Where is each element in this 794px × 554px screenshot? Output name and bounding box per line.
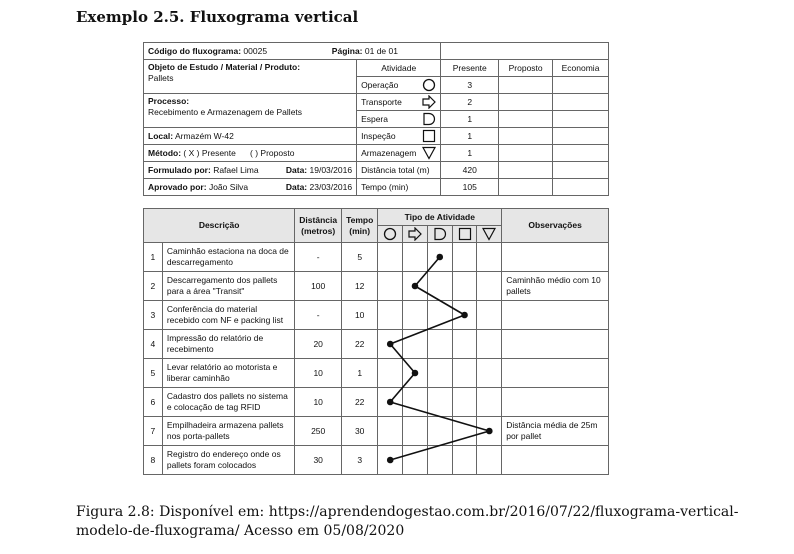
step-time: 22 — [342, 388, 378, 417]
activity-cell — [378, 301, 403, 330]
summary-label: Operação — [361, 79, 399, 90]
step-number: 6 — [144, 388, 163, 417]
triangle-icon — [481, 227, 497, 241]
summary-present: 420 — [441, 162, 499, 179]
step-distance: 10 — [295, 359, 342, 388]
code-cell — [144, 43, 441, 60]
summary-present: 1 — [441, 145, 499, 162]
step-row — [144, 388, 609, 417]
activity-cell — [378, 388, 403, 417]
process-label: Processo: — [148, 96, 190, 106]
activity-cell — [427, 417, 452, 446]
local-label: Local: — [148, 130, 174, 141]
summary-row-transport — [144, 94, 609, 111]
activity-cell — [403, 388, 428, 417]
step-description: Registro do endereço onde os pallets foram colocados — [162, 446, 294, 475]
summary-label: Tempo (min) — [357, 179, 441, 196]
step-distance: - — [295, 243, 342, 272]
step-description: Cadastro dos pallets no sistema e colocação de tag RFID — [162, 388, 294, 417]
formulated-cell — [144, 162, 357, 179]
activity-cell — [452, 388, 477, 417]
square-icon — [421, 129, 437, 143]
approved-label: Aprovado por: — [148, 181, 207, 192]
activity-cell — [378, 243, 403, 272]
step-number: 8 — [144, 446, 163, 475]
summary-label: Inspeção — [361, 130, 396, 141]
summary-label: Transporte — [361, 96, 402, 107]
activity-cell — [452, 330, 477, 359]
activity-cell — [452, 301, 477, 330]
object-value: Pallets — [148, 73, 174, 83]
method-label: Método: — [148, 147, 182, 158]
activity-cell — [427, 272, 452, 301]
activity-col-header: Atividade — [357, 60, 441, 77]
formulated-label: Formulado por: — [148, 164, 211, 175]
summary-label: Distância total (m) — [357, 162, 441, 179]
summary-row-inspection — [144, 128, 609, 145]
local-cell — [144, 128, 357, 145]
activity-cell — [427, 330, 452, 359]
step-row — [144, 446, 609, 475]
step-description: Empilhadeira armazena pallets nos porta-pallets — [162, 417, 294, 446]
step-number: 1 — [144, 243, 163, 272]
activity-cell — [477, 243, 502, 272]
activity-cell — [477, 417, 502, 446]
step-observation — [502, 388, 609, 417]
page-value: 01 de 01 — [364, 45, 398, 56]
step-time: 30 — [342, 417, 378, 446]
activity-cell — [403, 359, 428, 388]
summary-present: 1 — [441, 111, 499, 128]
step-row — [144, 301, 609, 330]
page-heading: Exemplo 2.5. Fluxograma vertical — [76, 8, 359, 26]
step-number: 2 — [144, 272, 163, 301]
step-description: Levar relatório ao motorista e liberar caminhão — [162, 359, 294, 388]
circle-icon — [421, 78, 437, 92]
step-row — [144, 243, 609, 272]
step-observation: Distância média de 25m por pallet — [502, 417, 609, 446]
delay-icon — [432, 227, 448, 241]
step-number: 5 — [144, 359, 163, 388]
description-header: Descrição — [144, 209, 295, 243]
local-value: Armazém W-42 — [174, 130, 234, 141]
step-observation — [502, 446, 609, 475]
summary-present: 1 — [441, 128, 499, 145]
method-cell — [144, 145, 357, 162]
activity-cell — [452, 272, 477, 301]
formulated-value: Rafael Lima — [213, 164, 259, 175]
activity-cell — [378, 272, 403, 301]
activity-cell — [477, 359, 502, 388]
step-observation: Caminhão médio com 10 pallets — [502, 272, 609, 301]
summary-label: Espera — [361, 113, 388, 124]
activity-cell — [427, 301, 452, 330]
step-row — [144, 359, 609, 388]
step-observation — [502, 301, 609, 330]
step-distance: 20 — [295, 330, 342, 359]
step-number: 7 — [144, 417, 163, 446]
activity-cell — [427, 388, 452, 417]
step-observation — [502, 330, 609, 359]
step-description: Descarregamento dos pallets para a área "Transit" — [162, 272, 294, 301]
step-number: 3 — [144, 301, 163, 330]
activity-cell — [477, 330, 502, 359]
approved-date: 23/03/2016 — [309, 181, 353, 192]
step-description: Caminhão estaciona na doca de descarregamento — [162, 243, 294, 272]
summary-present: 3 — [441, 77, 499, 94]
activity-type-header: Tipo de Atividade — [378, 209, 502, 226]
step-number: 4 — [144, 330, 163, 359]
step-observation — [502, 359, 609, 388]
step-time: 22 — [342, 330, 378, 359]
activity-cell — [403, 301, 428, 330]
activity-cell — [477, 272, 502, 301]
summary-label: Armazenagem — [361, 147, 417, 158]
step-time: 5 — [342, 243, 378, 272]
step-distance: 250 — [295, 417, 342, 446]
step-distance: - — [295, 301, 342, 330]
code-value: 00025 — [243, 45, 268, 56]
activity-cell — [378, 359, 403, 388]
activity-cell — [403, 417, 428, 446]
step-distance: 30 — [295, 446, 342, 475]
summary-row-time — [144, 179, 609, 196]
step-time: 3 — [342, 446, 378, 475]
proposed-col-header: Proposto — [499, 60, 553, 77]
step-row — [144, 417, 609, 446]
activity-cell — [403, 243, 428, 272]
process-cell — [144, 94, 357, 128]
activity-cell — [378, 330, 403, 359]
activity-cell — [427, 243, 452, 272]
step-time: 12 — [342, 272, 378, 301]
triangle-icon — [421, 146, 437, 160]
figure-caption: Figura 2.8: Disponível em: https://aprendendogestao.com.br/2016/07/22/fluxograma-vertical-modelo-de-fluxograma/ Acesso em 05/08/2020 — [76, 504, 739, 539]
approved-value: João Silva — [208, 181, 249, 192]
formulated-date: 19/03/2016 — [309, 164, 353, 175]
summary-present: 105 — [441, 179, 499, 196]
top-right-empty — [441, 43, 609, 60]
approved-date-label: Data: — [285, 181, 308, 192]
process-value: Recebimento e Armazenagem de Pallets — [148, 107, 303, 117]
activity-cell — [403, 330, 428, 359]
step-description: Conferência do material recebido com NF e packing list — [162, 301, 294, 330]
observations-header: Observações — [502, 209, 609, 243]
activity-cell — [452, 359, 477, 388]
arrow-icon — [421, 95, 437, 109]
square-icon — [457, 227, 473, 241]
method-value: ( X ) Presente ( ) Proposto — [183, 147, 295, 158]
summary-present: 2 — [441, 94, 499, 111]
step-distance: 10 — [295, 388, 342, 417]
flowchart-steps-table — [143, 208, 609, 475]
step-time: 10 — [342, 301, 378, 330]
economy-col-header: Economia — [553, 60, 609, 77]
step-description: Impressão do relatório de recebimento — [162, 330, 294, 359]
object-cell — [144, 60, 357, 94]
formulated-date-label: Data: — [285, 164, 308, 175]
step-observation — [502, 243, 609, 272]
step-row — [144, 330, 609, 359]
step-time: 1 — [342, 359, 378, 388]
activity-cell — [452, 417, 477, 446]
activity-cell — [427, 359, 452, 388]
arrow-icon — [407, 227, 423, 241]
activity-cell — [378, 417, 403, 446]
activity-cell — [378, 446, 403, 475]
time-header: Tempo (min) — [342, 209, 378, 243]
activity-cell — [477, 446, 502, 475]
distance-header: Distância (metros) — [295, 209, 342, 243]
object-label: Objeto de Estudo / Material / Produto: — [148, 62, 301, 72]
flowchart-header-table — [143, 42, 609, 196]
code-label: Código do fluxograma: — [148, 45, 242, 56]
activity-cell — [477, 301, 502, 330]
step-row — [144, 272, 609, 301]
summary-row-distance — [144, 162, 609, 179]
summary-row-storage — [144, 145, 609, 162]
activity-cell — [403, 272, 428, 301]
delay-icon — [421, 112, 437, 126]
approved-cell — [144, 179, 357, 196]
activity-cell — [427, 446, 452, 475]
step-distance: 100 — [295, 272, 342, 301]
activity-cell — [452, 446, 477, 475]
circle-icon — [382, 227, 398, 241]
page-label: Página: — [331, 45, 363, 56]
activity-cell — [477, 388, 502, 417]
present-col-header: Presente — [441, 60, 499, 77]
activity-cell — [452, 243, 477, 272]
activity-cell — [403, 446, 428, 475]
